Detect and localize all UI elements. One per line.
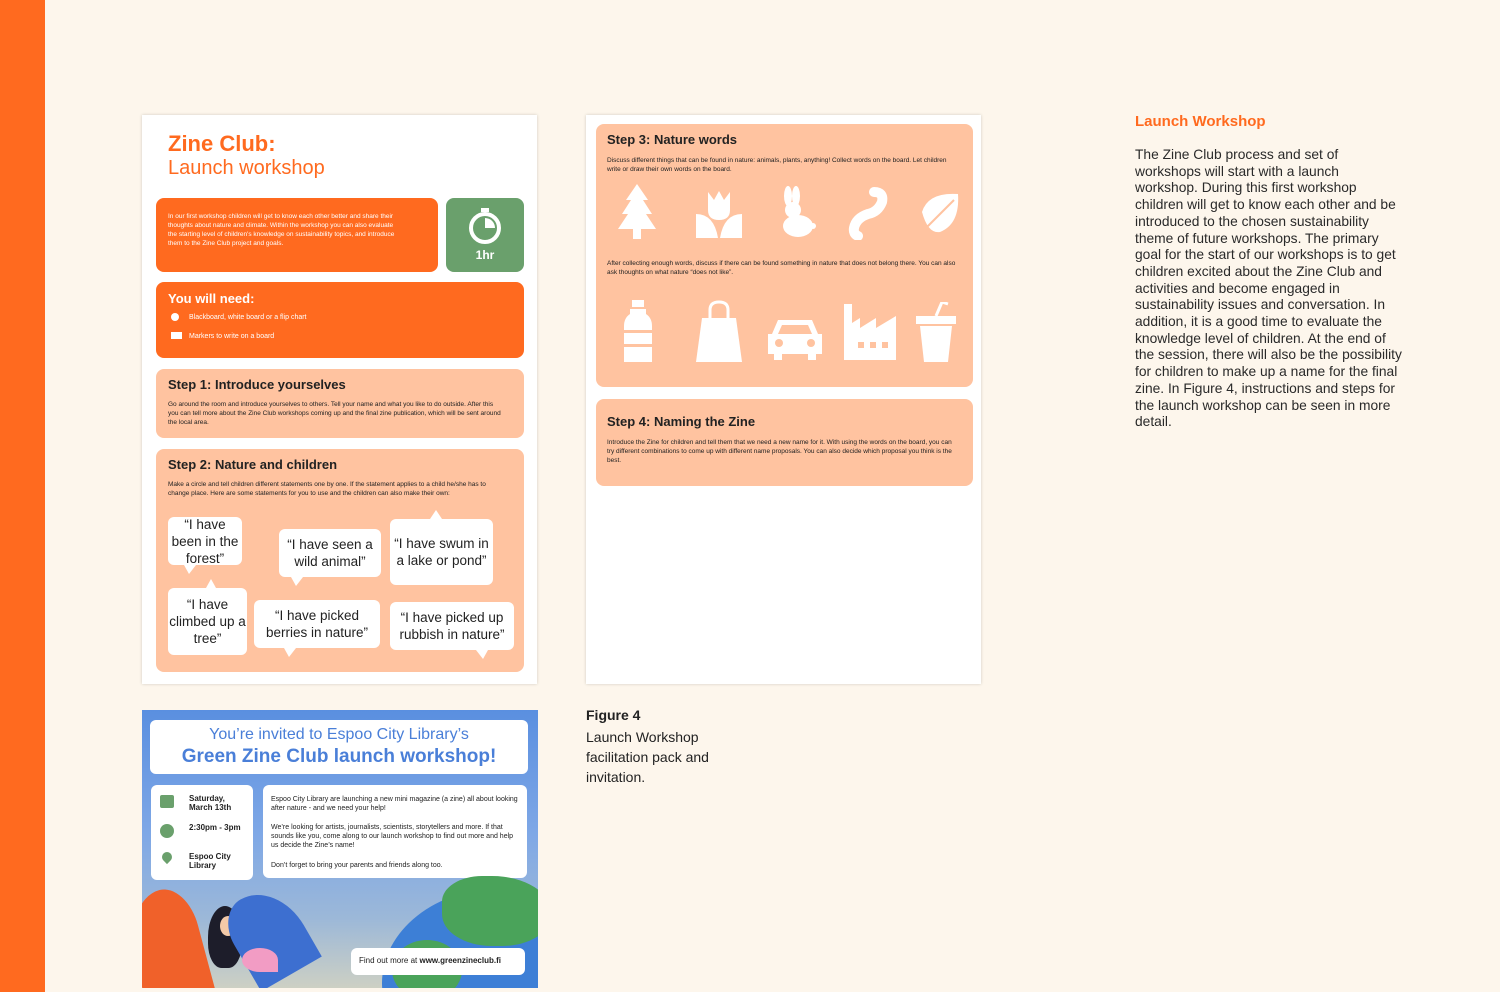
invite-line-1: You’re invited to Espoo City Library’s [209, 726, 469, 743]
step3-text-2: After collecting enough words, discuss if there can be found something in nature that does not belong there. You can also ask thoughts on what nature “does not like”. [607, 260, 956, 276]
step3-title: Step 3: Nature words [607, 132, 738, 147]
worm-icon [844, 184, 888, 240]
website-url[interactable]: www.greenzineclub.fi [419, 956, 501, 965]
statement-bubble: “I have picked up rubbish in nature” [390, 602, 514, 650]
invitation-flyer [142, 710, 538, 988]
bottle-icon [624, 300, 652, 362]
page-title: Zine Club: [168, 131, 276, 156]
flyer-header-card [150, 720, 528, 774]
marker-icon [171, 332, 182, 339]
section-body: The Zine Club process and set of workshops will start with a launch workshop. During this first workshop children will get to know each other and be introduced to the chosen sustainability theme of future workshops. The primary goal for the start of our workshops is to get children excited about the Zine Club and activities and become engaged in sustainability issues and conversation. In addition, it is a good time to evaluate the knowledge level of children. At the end of the session, there will also be the possibility for children to make up a name for the final zine. In Figure 4, instructions and steps for the launch workshop can be seen in more detail. [1135, 147, 1402, 430]
step2-text: Make a circle and tell children different statements one by one. If the statement applies to a child he/she has to change place. Here are some statements for you to use and the children can also make their own: [168, 481, 486, 497]
earth-land [442, 876, 538, 946]
invite-line-2: Green Zine Club launch workshop! [181, 746, 497, 767]
section-heading: Launch Workshop [1135, 113, 1266, 130]
car-icon [768, 316, 822, 360]
flyer-body-3: Don’t forget to bring your parents and friends along too. [271, 862, 443, 869]
board-icon [171, 313, 179, 321]
figure-caption: Launch Workshop facilitation pack and invitation. [586, 729, 709, 785]
clock-icon [160, 824, 174, 838]
leaf-icon [918, 190, 964, 236]
figure-label: Figure 4 [586, 707, 641, 723]
step3-box [596, 124, 973, 387]
step3-text: Discuss different things that can be found in nature: animals, plants, anything! Collect words on the board. Let children write or draw their own words on the board. [607, 157, 947, 173]
flyer-body-2: We’re looking for artists, journalists, scientists, storytellers and more. If that sounds like you, come along to our launch workshop to find out more and help us decide the Zine’s name! [271, 824, 514, 849]
duration-box [446, 198, 524, 272]
find-out-more-text [359, 956, 501, 965]
factory-icon [844, 304, 896, 360]
step1-text: Go around the room and introduce yourselves to others. Tell your name and what you like to do outside. After this you can tell more about the Zine Club workshops coming up and the final zine publication, which will be sent around the local area. [168, 401, 501, 426]
left-accent-bar [0, 0, 45, 992]
event-time: 2:30pm - 3pm [189, 823, 241, 832]
step4-box [596, 399, 973, 486]
step4-title: Step 4: Naming the Zine [607, 414, 756, 429]
event-details-card [151, 785, 253, 880]
duration-label: 1hr [475, 248, 495, 262]
pink-flower-illustration [242, 948, 278, 972]
statement-bubble: “I have seen a wild animal” [279, 529, 381, 577]
step4-text: Introduce the Zine for children and tell them that we need a new name for it. With using the words on the board, you can try different combinations to come up with different name proposals. You can also decide which proposal you think is the best. [607, 439, 952, 464]
event-date: Saturday, March 13th [189, 794, 232, 812]
need-title: You will need: [168, 291, 255, 306]
event-place: Espoo City Library [189, 852, 231, 870]
need-item-1: Blackboard, white board or a flip chart [189, 314, 307, 321]
cup-icon [916, 302, 956, 362]
step2-box [156, 449, 524, 672]
statement-bubble: “I have been in the forest” [168, 517, 242, 565]
tulip-icon [694, 188, 744, 238]
step1-box [156, 369, 524, 438]
rabbit-icon [776, 186, 816, 238]
intro-box [156, 198, 438, 272]
you-will-need-box [156, 282, 524, 358]
location-pin-icon [160, 850, 174, 864]
step1-title: Step 1: Introduce yourselves [168, 377, 346, 392]
intro-text: In our first workshop children will get to know each other better and share their thoughts about nature and climate. Within the workshop you can also evaluate the starting level of children's knowledge on sustainability topics, and introduce them to the Zine Club project and goals. [168, 213, 395, 247]
statement-bubble: “I have swum in a lake or pond” [390, 519, 493, 585]
stopwatch-icon [468, 208, 502, 244]
plant-illustration [142, 883, 215, 988]
event-description-card [263, 785, 527, 878]
flyer-body-1: Espoo City Library are launching a new mini magazine (a zine) all about looking after nature - and we need your help! [271, 796, 518, 812]
workshop-page-2 [586, 115, 981, 684]
step2-title: Step 2: Nature and children [168, 457, 338, 472]
workshop-page-1 [142, 115, 537, 684]
page-subtitle: Launch workshop [168, 157, 325, 179]
find-out-more-card [351, 948, 525, 975]
shopping-bag-icon [696, 300, 742, 362]
statement-bubble: “I have picked berries in nature” [254, 600, 380, 648]
need-item-2: Markers to write on a board [189, 333, 275, 340]
calendar-icon [160, 795, 174, 808]
statement-bubble: “I have climbed up a tree” [168, 588, 247, 655]
tree-icon [618, 184, 656, 240]
find-out-more-label: Find out more at [359, 956, 418, 965]
